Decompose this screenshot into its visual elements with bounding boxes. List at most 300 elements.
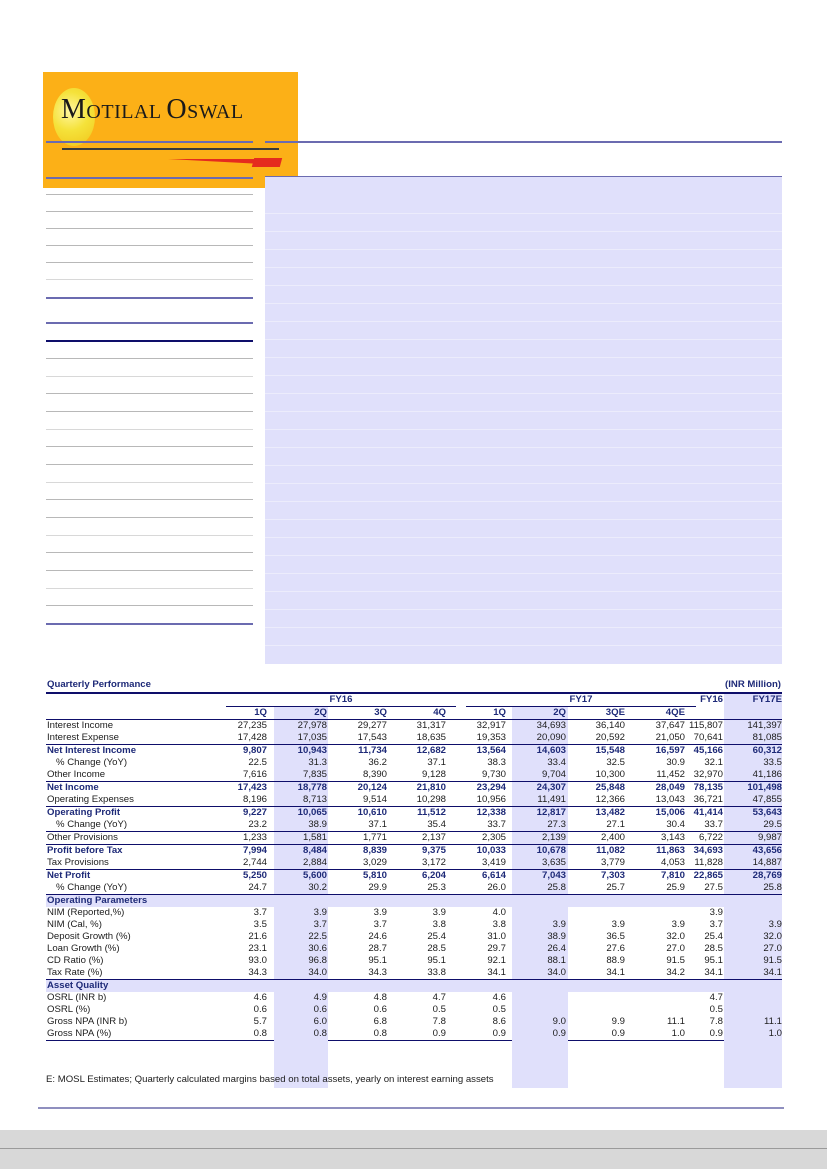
table-row	[46, 907, 782, 919]
cell: 11,452	[656, 769, 685, 780]
cell: 0.5	[432, 1004, 446, 1015]
cell: 31.0	[487, 931, 506, 942]
cell: 10,956	[476, 794, 506, 805]
cell: 3,419	[481, 857, 506, 868]
table-row	[46, 1004, 782, 1016]
cell: 3.7	[313, 919, 327, 930]
cell: 88.9	[606, 955, 625, 966]
cell: 3.9	[611, 919, 625, 930]
cell: 3,172	[421, 857, 446, 868]
cell: 101,498	[747, 782, 782, 793]
cell: 11,082	[596, 845, 625, 856]
cell: 27.0	[763, 943, 782, 954]
cell: 6,204	[421, 870, 446, 881]
cell: 4.6	[492, 992, 506, 1003]
cell: 25.4	[427, 931, 446, 942]
row-label: OSRL (INR b)	[47, 992, 107, 1003]
cell: 29,277	[357, 720, 387, 731]
cell: 36.5	[606, 931, 625, 942]
cell: 1.0	[768, 1028, 782, 1039]
cell: 14,887	[752, 857, 782, 868]
cell: 95.1	[704, 955, 723, 966]
cell: 3,635	[541, 857, 566, 868]
cell: 91.5	[763, 955, 782, 966]
row-label: Interest Income	[47, 720, 114, 731]
cell: 9,730	[481, 769, 506, 780]
cell: 9,704	[541, 769, 566, 780]
cell: 78,135	[693, 782, 723, 793]
row-label: OSRL (%)	[47, 1004, 91, 1015]
table-bottom-rule	[46, 1040, 782, 1041]
cell: 18,778	[297, 782, 327, 793]
cell: 4.6	[253, 992, 267, 1003]
table-row	[46, 831, 782, 844]
table-footnote: E: MOSL Estimates; Quarterly calculated margins based on total assets, yearly on interest earning assets	[46, 1074, 494, 1085]
rule	[46, 376, 253, 377]
cell: 92.1	[487, 955, 506, 966]
cell: 14,603	[536, 745, 566, 756]
table-row	[46, 857, 782, 869]
cell: 0.9	[611, 1028, 625, 1039]
logo-swoosh-tail	[168, 159, 280, 173]
cell: 37.1	[427, 757, 446, 768]
cell: 0.6	[313, 1004, 327, 1015]
rule	[46, 411, 253, 412]
cell: 22.5	[308, 931, 327, 942]
row-label: Tax Rate (%)	[47, 967, 103, 978]
cell: 3.9	[552, 919, 566, 930]
cell: 26.0	[487, 882, 506, 893]
rule	[46, 482, 253, 483]
cell: 2,400	[600, 832, 625, 843]
cell: 34.0	[308, 967, 327, 978]
section-shade	[46, 895, 782, 907]
table-row	[46, 967, 782, 979]
cell: 4.9	[313, 992, 327, 1003]
cell: 25.3	[427, 882, 446, 893]
cell: 33.5	[763, 757, 782, 768]
cell: 38.9	[308, 819, 327, 830]
col-header: 3QE	[605, 707, 625, 718]
cell: 34.0	[547, 967, 566, 978]
cell: 93.0	[248, 955, 267, 966]
rule	[46, 177, 253, 179]
cell: 36,721	[693, 794, 723, 805]
quarter-header-row	[46, 707, 782, 720]
row-label: NIM (Cal, %)	[47, 919, 102, 930]
group-fy16-annual: FY16	[700, 694, 723, 705]
group-header-row	[46, 694, 782, 707]
cell: 11,863	[656, 845, 685, 856]
cell: 115,807	[689, 720, 723, 731]
cell: 9,128	[421, 769, 446, 780]
cell: 27.3	[547, 819, 566, 830]
cell: 34,693	[536, 720, 566, 731]
cell: 11.1	[764, 1016, 782, 1027]
page-footer-band	[0, 1130, 827, 1169]
rule	[46, 358, 253, 359]
cell: 33.8	[427, 967, 446, 978]
cell: 8.6	[492, 1016, 506, 1027]
cell: 28,769	[752, 870, 782, 881]
col-header: 4Q	[433, 707, 446, 718]
cell: 27,978	[297, 720, 327, 731]
rule	[46, 211, 253, 212]
table-row	[46, 744, 782, 757]
table-row	[46, 806, 782, 819]
row-label: Gross NPA (INR b)	[47, 1016, 128, 1027]
cell: 5,250	[242, 870, 267, 881]
cell: 0.8	[313, 1028, 327, 1039]
row-label: % Change (YoY)	[56, 882, 128, 893]
cell: 0.6	[253, 1004, 267, 1015]
cell: 21,050	[655, 732, 685, 743]
cell: 28.5	[704, 943, 723, 954]
cell: 95.1	[368, 955, 387, 966]
group-fy17e-annual: FY17E	[752, 694, 782, 705]
cell: 7,616	[242, 769, 267, 780]
cell: 60,312	[752, 745, 782, 756]
cell: 11,491	[537, 794, 566, 805]
cell: 15,006	[655, 807, 685, 818]
cell: 10,610	[357, 807, 387, 818]
cell: 32.0	[763, 931, 782, 942]
cell: 10,678	[536, 845, 566, 856]
row-label: Gross NPA (%)	[47, 1028, 112, 1039]
cell: 23.1	[248, 943, 267, 954]
cell: 28.7	[368, 943, 387, 954]
rule	[46, 141, 253, 143]
cell: 30.2	[308, 882, 327, 893]
cell: 21.6	[248, 931, 267, 942]
cell: 24.6	[368, 931, 387, 942]
rule	[46, 446, 253, 447]
table-row	[46, 955, 782, 967]
cell: 3.5	[253, 919, 267, 930]
table-title: Quarterly Performance	[47, 679, 151, 690]
section-header-row	[46, 894, 782, 907]
cell: 41,186	[752, 769, 782, 780]
cell: 32,917	[476, 720, 506, 731]
cell: 36.2	[368, 757, 387, 768]
cell: 8,390	[362, 769, 387, 780]
cell: 17,428	[237, 732, 267, 743]
row-label: Loan Growth (%)	[47, 943, 120, 954]
row-label: % Change (YoY)	[56, 757, 128, 768]
cell: 3.7	[253, 907, 267, 918]
cell: 3.7	[709, 919, 723, 930]
table-row	[46, 992, 782, 1004]
rule	[46, 194, 253, 195]
cell: 38.9	[547, 931, 566, 942]
table-body	[46, 694, 782, 1041]
row-label: Operating Expenses	[47, 794, 134, 805]
col-header: 2Q	[314, 707, 327, 718]
cell: 53,643	[752, 807, 782, 818]
cell: 28.5	[427, 943, 446, 954]
cell: 5.7	[253, 1016, 267, 1027]
group-fy16: FY16	[226, 694, 456, 707]
footer-rule	[38, 1107, 784, 1109]
cell: 10,943	[297, 745, 327, 756]
rule	[46, 623, 253, 625]
cell: 3.9	[313, 907, 327, 918]
col-header: 1Q	[493, 707, 506, 718]
cell: 24,307	[536, 782, 566, 793]
table-row	[46, 882, 782, 894]
cell: 13,482	[595, 807, 625, 818]
cell: 6,614	[481, 870, 506, 881]
cell: 27.1	[606, 819, 625, 830]
cell: 34.2	[666, 967, 685, 978]
cell: 3.9	[373, 907, 387, 918]
rule	[46, 297, 253, 299]
cell: 70,641	[693, 732, 723, 743]
cell: 4.8	[373, 992, 387, 1003]
cell: 8,839	[362, 845, 387, 856]
cell: 10,065	[297, 807, 327, 818]
cell: 30.4	[666, 819, 685, 830]
cell: 1,581	[302, 832, 327, 843]
right-header-rule	[265, 141, 782, 143]
cell: 20,090	[536, 732, 566, 743]
cell: 4.7	[709, 992, 723, 1003]
table-row	[46, 1028, 782, 1040]
table-row	[46, 769, 782, 781]
cell: 3.8	[432, 919, 446, 930]
unit-label: (INR Million)	[725, 679, 781, 690]
rule	[46, 262, 253, 263]
table-row	[46, 931, 782, 943]
cell: 2,139	[541, 832, 566, 843]
cell: 7.8	[709, 1016, 723, 1027]
col-header: 3Q	[374, 707, 387, 718]
cell: 32.0	[666, 931, 685, 942]
row-label: Profit before Tax	[47, 845, 123, 856]
cell: 25.7	[606, 882, 625, 893]
cell: 13,043	[655, 794, 685, 805]
section-header-row	[46, 979, 782, 992]
cell: 2,305	[481, 832, 506, 843]
cell: 5,600	[302, 870, 327, 881]
rule	[46, 588, 253, 589]
cell: 24.7	[248, 882, 267, 893]
cell: 12,682	[416, 745, 446, 756]
cell: 17,543	[357, 732, 387, 743]
cell: 34.1	[487, 967, 506, 978]
cell: 0.9	[492, 1028, 506, 1039]
group-fy17: FY17	[466, 694, 696, 707]
cell: 7,303	[600, 870, 625, 881]
cell: 30.6	[308, 943, 327, 954]
cell: 7,810	[660, 870, 685, 881]
cell: 0.6	[373, 1004, 387, 1015]
cell: 7,994	[242, 845, 267, 856]
cell: 10,033	[476, 845, 506, 856]
cell: 9.9	[611, 1016, 625, 1027]
cell: 3.9	[432, 907, 446, 918]
col-header: 2Q	[553, 707, 566, 718]
row-label: NIM (Reported,%)	[47, 907, 125, 918]
col-header: 4QE	[665, 707, 685, 718]
cell: 22,865	[693, 870, 723, 881]
cell: 91.5	[666, 955, 685, 966]
cell: 20,124	[357, 782, 387, 793]
cell: 37.1	[368, 819, 387, 830]
cell: 8,196	[242, 794, 267, 805]
table-row	[46, 869, 782, 882]
cell: 7,835	[302, 769, 327, 780]
cell: 33.4	[547, 757, 566, 768]
rule	[46, 517, 253, 518]
cell: 3.9	[671, 919, 685, 930]
cell: 11,828	[694, 857, 723, 868]
cell: 7.8	[432, 1016, 446, 1027]
cell: 3.9	[709, 907, 723, 918]
cell: 16,597	[655, 745, 685, 756]
motilal-oswal-logo	[43, 72, 298, 188]
cell: 37,647	[655, 720, 685, 731]
cell: 27.5	[704, 882, 723, 893]
cell: 32,970	[693, 769, 723, 780]
cell: 3,029	[362, 857, 387, 868]
cell: 9,987	[757, 832, 782, 843]
cell: 9,227	[242, 807, 267, 818]
table-row	[46, 1016, 782, 1028]
cell: 13,564	[476, 745, 506, 756]
cell: 0.8	[373, 1028, 387, 1039]
cell: 33.7	[704, 819, 723, 830]
cell: 11.1	[667, 1016, 685, 1027]
rule	[46, 279, 253, 280]
rule	[46, 464, 253, 465]
cell: 31.3	[308, 757, 327, 768]
cell: 25.8	[763, 882, 782, 893]
table-row	[46, 919, 782, 931]
cell: 23,294	[476, 782, 506, 793]
row-label: Tax Provisions	[47, 857, 109, 868]
cell: 141,397	[747, 720, 782, 731]
cell: 33.7	[487, 819, 506, 830]
cell: 26.4	[547, 943, 566, 954]
rule	[46, 499, 253, 500]
cell: 9,375	[421, 845, 446, 856]
quarterly-performance-table	[46, 678, 782, 1041]
row-label: % Change (YoY)	[56, 819, 128, 830]
cell: 8,484	[302, 845, 327, 856]
cell: 32.5	[606, 757, 625, 768]
rule	[46, 535, 253, 536]
cell: 81,085	[752, 732, 782, 743]
cell: 9.0	[552, 1016, 566, 1027]
cell: 95.1	[427, 955, 446, 966]
cell: 1,771	[362, 832, 387, 843]
table-row	[46, 781, 782, 794]
cell: 23.2	[248, 819, 267, 830]
cell: 11,734	[358, 745, 387, 756]
rule	[46, 605, 253, 606]
row-label: Deposit Growth (%)	[47, 931, 131, 942]
cell: 12,817	[536, 807, 566, 818]
table-row	[46, 819, 782, 831]
row-label: Operating Profit	[47, 807, 121, 818]
cell: 0.5	[709, 1004, 723, 1015]
cell: 8,713	[302, 794, 327, 805]
cell: 38.3	[487, 757, 506, 768]
cell: 6.8	[373, 1016, 387, 1027]
rule	[46, 340, 253, 342]
table-row	[46, 757, 782, 769]
table-row	[46, 720, 782, 732]
cell: 45,166	[693, 745, 723, 756]
cell: 3.8	[492, 919, 506, 930]
cell: 3,143	[660, 832, 685, 843]
logo-underline	[62, 148, 279, 150]
cell: 2,884	[302, 857, 327, 868]
cell: 6,722	[698, 832, 723, 843]
cell: 22.5	[248, 757, 267, 768]
cell: 11,512	[417, 807, 446, 818]
cell: 25.4	[704, 931, 723, 942]
rule	[46, 228, 253, 229]
cell: 3.7	[373, 919, 387, 930]
cell: 4,053	[660, 857, 685, 868]
cell: 88.1	[547, 955, 566, 966]
cell: 0.9	[709, 1028, 723, 1039]
table-row	[46, 794, 782, 806]
rule	[46, 552, 253, 553]
row-label: Net Interest Income	[47, 745, 137, 756]
row-label: Net Income	[47, 782, 99, 793]
row-label: Interest Expense	[47, 732, 119, 743]
cell: 1.0	[671, 1028, 685, 1039]
cell: 28,049	[655, 782, 685, 793]
rule	[46, 393, 253, 394]
cell: 29.5	[763, 819, 782, 830]
cell: 21,810	[416, 782, 446, 793]
cell: 34.3	[248, 967, 267, 978]
cell: 6.0	[313, 1016, 327, 1027]
cell: 29.7	[487, 943, 506, 954]
cell: 15,548	[595, 745, 625, 756]
cell: 31,317	[416, 720, 446, 731]
cell: 9,807	[242, 745, 267, 756]
cell: 25.9	[666, 882, 685, 893]
cell: 25,848	[595, 782, 625, 793]
cell: 34.1	[763, 967, 782, 978]
cell: 30.9	[666, 757, 685, 768]
cell: 27,235	[237, 720, 267, 731]
cell: 27.0	[666, 943, 685, 954]
logo-wordmark: MOTILAL OSWAL	[61, 94, 244, 125]
cell: 34.1	[606, 967, 625, 978]
cell: 18,635	[416, 732, 446, 743]
row-label: Other Provisions	[47, 832, 118, 843]
cell: 9,514	[362, 794, 387, 805]
cell: 96.8	[308, 955, 327, 966]
cell: 17,035	[297, 732, 327, 743]
cell: 2,137	[421, 832, 446, 843]
rule	[46, 322, 253, 324]
row-label: Asset Quality	[47, 980, 109, 991]
cell: 35.4	[427, 819, 446, 830]
cell: 41,414	[693, 807, 723, 818]
table-row	[46, 732, 782, 744]
table-row	[46, 844, 782, 857]
table-title-row	[46, 678, 782, 694]
cell: 3,779	[600, 857, 625, 868]
cell: 7,043	[541, 870, 566, 881]
